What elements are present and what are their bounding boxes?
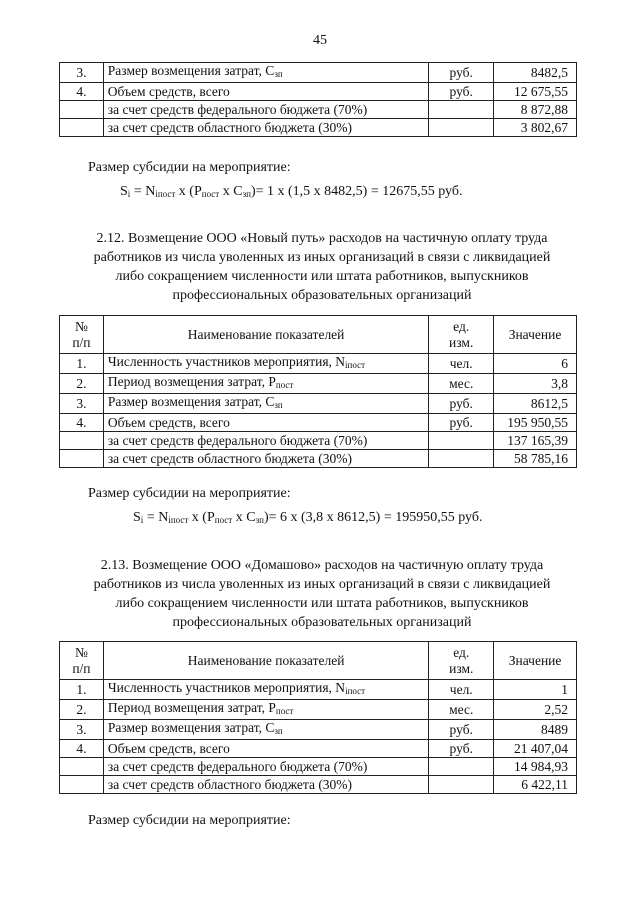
row-unit	[429, 450, 494, 468]
indicator-subscript: пост	[275, 380, 294, 390]
row-value: 8489	[494, 720, 577, 740]
subsidy-label-3: Размер субсидии на мероприятие:	[88, 813, 291, 828]
indicator-text: за счет средств областного бюджета (30%)	[107, 119, 352, 135]
row-number	[60, 101, 104, 119]
indicator-text: Объем средств, всего	[107, 83, 230, 99]
row-value: 195 950,55	[494, 414, 577, 432]
row-unit: чел.	[429, 680, 494, 700]
table-row	[60, 758, 577, 776]
header-unit-line1: ед.	[453, 318, 470, 334]
row-number: 2.	[60, 700, 104, 720]
row-value: 8612,5	[494, 394, 577, 414]
row-number	[60, 776, 104, 794]
table-row	[60, 83, 577, 101]
indicator-text: за счет средств федерального бюджета (70%)	[107, 432, 368, 448]
row-number	[60, 758, 104, 776]
row-value: 14 984,93	[494, 758, 577, 776]
header-value: Значение	[494, 642, 577, 680]
row-unit: руб.	[429, 394, 494, 414]
row-unit	[429, 101, 494, 119]
row-indicator-name	[103, 354, 429, 374]
row-indicator-name	[103, 83, 429, 101]
header-name: Наименование показателей	[103, 642, 429, 680]
row-unit: руб.	[429, 740, 494, 758]
row-value: 8482,5	[494, 63, 577, 83]
table-row	[60, 374, 577, 394]
header-unit-line2: изм.	[449, 660, 474, 676]
row-indicator-name	[103, 740, 429, 758]
table-row	[60, 740, 577, 758]
subsidy-formula-1: $S_i = N_{iпост}$ x ($P_{пост}$ x $C_{зп})= 1$ x (1,5 x 8482,5) = 12675,55 руб.	[120, 184, 463, 199]
row-unit: руб.	[429, 83, 494, 101]
row-unit: чел.	[429, 354, 494, 374]
header-num	[60, 316, 104, 354]
page-number: 45	[313, 33, 327, 48]
row-number: 4.	[60, 414, 104, 432]
row-value: 137 165,39	[494, 432, 577, 450]
row-indicator-name	[103, 776, 429, 794]
header-num-line1: №	[74, 644, 88, 660]
subsidy-label-2: Размер субсидии на мероприятие:	[88, 486, 291, 501]
table-row	[60, 776, 577, 794]
table-row	[60, 680, 577, 700]
table-row	[60, 101, 577, 119]
row-value: 2,52	[494, 700, 577, 720]
row-number: 4.	[60, 83, 104, 101]
row-value: 6 422,11	[494, 776, 577, 794]
section-2-12-title: 2.12. Возмещение ООО «Новый путь» расходов на частичную оплату труда работников из числа уволенных из иных организаций в связи с ликвидацией либо сокращением численности или штата работников, выпускников профессиональных образовательных организаций	[93, 231, 551, 303]
row-value: 1	[494, 680, 577, 700]
row-indicator-name	[103, 758, 429, 776]
indicator-text: Численность участников мероприятия, N	[107, 354, 346, 369]
indicator-subscript: iпост	[345, 360, 366, 370]
row-number: 1.	[60, 680, 104, 700]
row-number: 1.	[60, 354, 104, 374]
table-row	[60, 720, 577, 740]
row-indicator-name	[103, 700, 429, 720]
indicator-subscript: зп	[274, 69, 283, 79]
header-value: Значение	[494, 316, 577, 354]
row-indicator-name	[103, 394, 429, 414]
indicator-text: Размер возмещения затрат, С	[107, 720, 275, 735]
header-num-line1: №	[74, 318, 88, 334]
indicator-text: Размер возмещения затрат, С	[107, 394, 275, 409]
indicator-subscript: зп	[274, 726, 283, 736]
table-header-row	[60, 316, 577, 354]
row-indicator-name	[103, 63, 429, 83]
indicator-text: Период возмещения затрат, Р	[107, 374, 276, 389]
row-unit	[429, 432, 494, 450]
table-row	[60, 432, 577, 450]
table-section-2-13	[59, 641, 577, 794]
indicator-text: за счет средств федерального бюджета (70%)	[107, 101, 368, 117]
table-row	[60, 119, 577, 137]
row-value: 12 675,55	[494, 83, 577, 101]
row-number	[60, 450, 104, 468]
row-number: 3.	[60, 720, 104, 740]
subsidy-formula-2: $S_i = N_{iпост}$ x ($P_{пост}$ x $C_{зп})= 6$ x (3,8 x 8612,5) = 195950,55 руб.	[133, 510, 483, 525]
table-row	[60, 414, 577, 432]
row-indicator-name	[103, 119, 429, 137]
header-num-line2: п/п	[72, 334, 91, 350]
indicator-subscript: iпост	[345, 686, 366, 696]
indicator-text: за счет средств областного бюджета (30%)	[107, 450, 353, 466]
row-unit	[429, 119, 494, 137]
row-number: 2.	[60, 374, 104, 394]
indicator-text: Объем средств, всего	[107, 740, 230, 756]
table-row	[60, 450, 577, 468]
header-unit	[429, 642, 494, 680]
header-name: Наименование показателей	[103, 316, 429, 354]
table-row	[60, 394, 577, 414]
header-num	[60, 642, 104, 680]
row-indicator-name	[103, 432, 429, 450]
row-value: 21 407,04	[494, 740, 577, 758]
indicator-text: Период возмещения затрат, Р	[107, 700, 276, 715]
row-value: 6	[494, 354, 577, 374]
indicator-text: Размер возмещения затрат, С	[107, 63, 275, 78]
row-indicator-name	[103, 374, 429, 394]
row-number	[60, 119, 104, 137]
row-value: 58 785,16	[494, 450, 577, 468]
header-unit-line2: изм.	[449, 334, 474, 350]
indicator-text: Объем средств, всего	[107, 414, 230, 430]
row-value: 3,8	[494, 374, 577, 394]
row-indicator-name	[103, 450, 429, 468]
section-2-13-title: 2.13. Возмещение ООО «Домашово» расходов на частичную оплату труда работников из числа уволенных из иных организаций в связи с ликвидацией либо сокращением численности или штата работников, выпускников профессиональных образовательных организаций	[93, 558, 551, 630]
row-indicator-name	[103, 414, 429, 432]
row-number: 3.	[60, 394, 104, 414]
header-unit-line1: ед.	[453, 644, 470, 660]
row-indicator-name	[103, 720, 429, 740]
subsidy-label-1: Размер субсидии на мероприятие:	[88, 160, 291, 175]
row-unit: руб.	[429, 63, 494, 83]
table-row	[60, 354, 577, 374]
indicator-text: за счет средств федерального бюджета (70%)	[107, 758, 368, 774]
row-unit: руб.	[429, 414, 494, 432]
table-row	[60, 700, 577, 720]
row-indicator-name	[103, 101, 429, 119]
indicator-subscript: зп	[274, 400, 283, 410]
header-num-line2: п/п	[72, 660, 91, 676]
row-unit	[429, 758, 494, 776]
table-header-row	[60, 642, 577, 680]
row-number: 3.	[60, 63, 104, 83]
header-unit	[429, 316, 494, 354]
row-number	[60, 432, 104, 450]
row-indicator-name	[103, 680, 429, 700]
indicator-subscript: пост	[275, 706, 294, 716]
table-continuation	[59, 62, 577, 137]
table-section-2-12	[59, 315, 577, 468]
row-unit	[429, 776, 494, 794]
row-unit: мес.	[429, 374, 494, 394]
row-value: 8 872,88	[494, 101, 577, 119]
row-unit: руб.	[429, 720, 494, 740]
row-unit: мес.	[429, 700, 494, 720]
indicator-text: за счет средств областного бюджета (30%)	[107, 776, 353, 792]
indicator-text: Численность участников мероприятия, N	[107, 680, 346, 695]
table-row	[60, 63, 577, 83]
row-value: 3 802,67	[494, 119, 577, 137]
row-number: 4.	[60, 740, 104, 758]
